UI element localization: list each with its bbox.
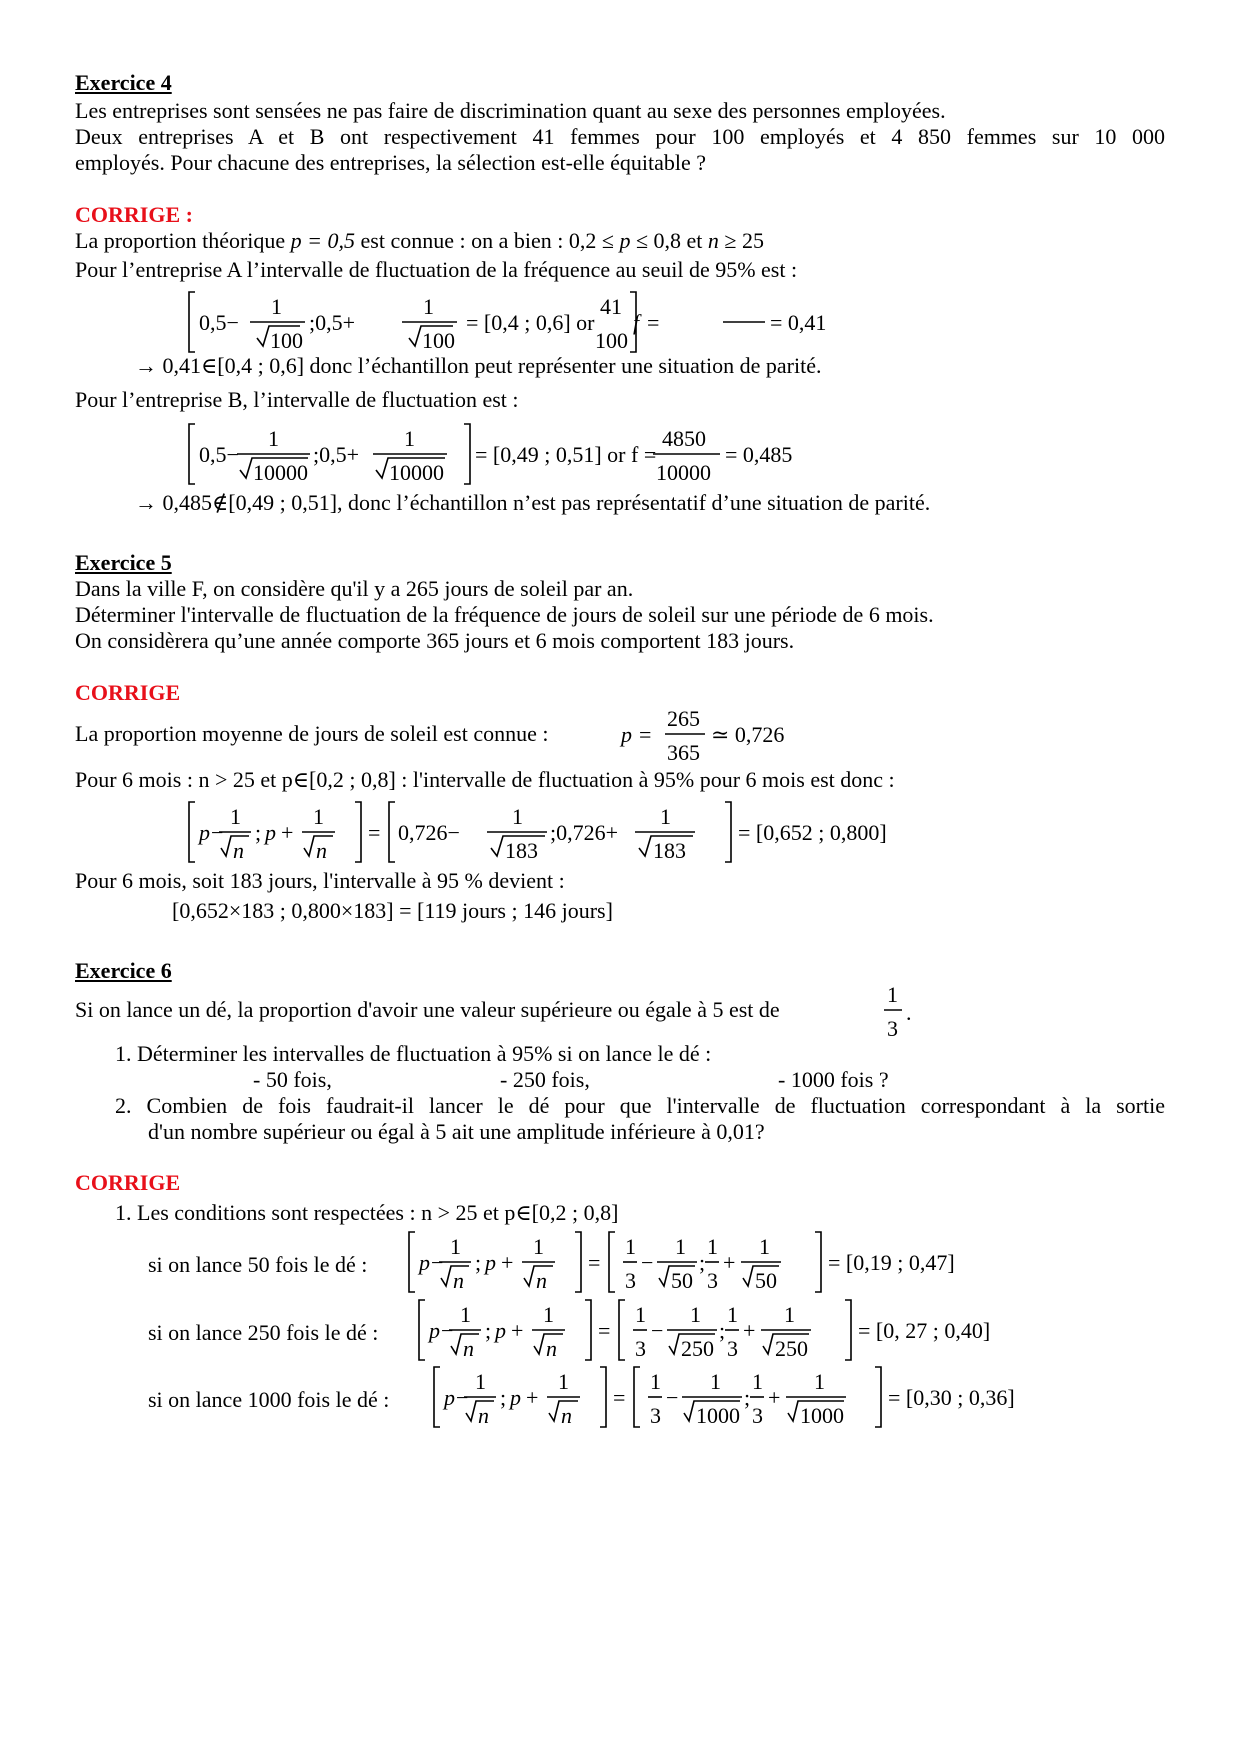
svg-text:n: n xyxy=(453,1268,464,1293)
svg-text:+: + xyxy=(501,1250,514,1275)
formula-interval-b xyxy=(185,418,805,490)
svg-text:1: 1 xyxy=(404,426,415,451)
exercise-6-corrige-50-label: si on lance 50 fois le dé : xyxy=(148,1252,368,1277)
svg-text:+: + xyxy=(281,820,294,845)
svg-text:= [0,652 ; 0,800]: = [0,652 ; 0,800] xyxy=(738,820,887,845)
svg-text:−: − xyxy=(431,1250,444,1275)
svg-text:=: = xyxy=(647,310,660,335)
svg-text:3: 3 xyxy=(707,1268,718,1293)
svg-text:1: 1 xyxy=(558,1369,569,1394)
svg-text:250: 250 xyxy=(775,1336,808,1361)
svg-text:1: 1 xyxy=(814,1369,825,1394)
svg-text:1: 1 xyxy=(543,1302,554,1327)
svg-text:1: 1 xyxy=(475,1369,486,1394)
exercise-6-corrige-1000-label: si on lance 1000 fois le dé : xyxy=(148,1387,390,1412)
svg-text:p: p xyxy=(265,820,276,845)
svg-text:n: n xyxy=(463,1336,474,1361)
svg-text:183: 183 xyxy=(653,838,686,863)
svg-text:10000: 10000 xyxy=(656,460,711,485)
svg-text:100: 100 xyxy=(270,328,303,353)
svg-text:n: n xyxy=(233,838,244,863)
svg-text:;0,5+: ;0,5+ xyxy=(313,442,360,467)
svg-text:= [0,49 ; 0,51] or f =: = [0,49 ; 0,51] or f = xyxy=(475,442,657,467)
exercise-4-corrige-line-5: → 0,485∉[0,49 ; 0,51], donc l’échantillon n’est pas représentatif d’une situation de parité. xyxy=(135,490,931,515)
exercise-5-line-1: Dans la ville F, on considère qu'il y a 265 jours de soleil par an. xyxy=(75,576,634,601)
svg-text:1: 1 xyxy=(650,1369,661,1394)
formula-interval-50 xyxy=(405,1226,965,1298)
exercise-6-question-1: 1. Déterminer les intervalles de fluctuation à 95% si on lance le dé : xyxy=(115,1041,712,1066)
svg-text:;0,726+: ;0,726+ xyxy=(550,820,619,845)
svg-text:−: − xyxy=(641,1250,654,1275)
exercise-5-line-2: Déterminer l'intervalle de fluctuation de la fréquence de jours de soleil sur une période de 6 mois. xyxy=(75,602,934,627)
svg-text:365: 365 xyxy=(667,740,700,765)
svg-text:1: 1 xyxy=(759,1234,770,1259)
svg-text:1: 1 xyxy=(784,1302,795,1327)
svg-text:−: − xyxy=(211,820,224,845)
svg-text:+: + xyxy=(526,1385,539,1410)
svg-text:0,5−: 0,5− xyxy=(199,310,239,335)
svg-text:p: p xyxy=(510,1385,521,1410)
svg-text:−: − xyxy=(441,1318,454,1343)
svg-text:n: n xyxy=(536,1268,547,1293)
svg-text:p: p xyxy=(444,1385,455,1410)
svg-text:;: ; xyxy=(475,1250,482,1275)
svg-text:41: 41 xyxy=(600,294,622,319)
svg-text:100: 100 xyxy=(595,328,628,353)
exercise-5-line-3: On considèrera qu’une année comporte 365 jours et 6 mois comportent 183 jours. xyxy=(75,628,795,653)
formula-interval-a xyxy=(185,286,827,358)
svg-text:1: 1 xyxy=(271,294,282,319)
exercise-6-corrige-line-1: 1. Les conditions sont respectées : n > 25 et p∈[0,2 ; 0,8] xyxy=(115,1200,619,1225)
exercise-6-corrige-250-label: si on lance 250 fois le dé : xyxy=(148,1320,379,1345)
formula-interval-250 xyxy=(415,1294,995,1366)
svg-text:3: 3 xyxy=(625,1268,636,1293)
formula-interval-6-months xyxy=(185,796,905,868)
svg-text:3: 3 xyxy=(752,1403,763,1428)
svg-text:;: ; xyxy=(485,1318,492,1343)
svg-text:3: 3 xyxy=(887,1016,898,1041)
svg-text:0,5−: 0,5− xyxy=(199,442,239,467)
exercise-4-corrige-line-1: La proportion théorique p = 0,5 est connue : on a bien : 0,2 ≤ p ≤ 0,8 et n ≥ 25 xyxy=(75,228,764,253)
svg-text:265: 265 xyxy=(667,706,700,731)
svg-text:+: + xyxy=(743,1318,756,1343)
svg-text:= 0,485: = 0,485 xyxy=(725,442,793,467)
svg-text:;: ; xyxy=(719,1318,726,1343)
svg-text:183: 183 xyxy=(505,838,538,863)
svg-text:3: 3 xyxy=(650,1403,661,1428)
svg-text:−: − xyxy=(666,1385,679,1410)
formula-one-third xyxy=(880,980,920,1042)
svg-text:.: . xyxy=(906,1000,912,1025)
exercise-6-question-2-line-2: d'un nombre supérieur ou égal à 5 ait une amplitude inférieure à 0,01? xyxy=(148,1119,765,1144)
svg-text:= 0,41: = 0,41 xyxy=(770,310,827,335)
svg-text:10000: 10000 xyxy=(253,460,308,485)
exercise-4-title: Exercice 4 xyxy=(75,70,172,95)
svg-text:1: 1 xyxy=(230,804,241,829)
exercise-6-question-2-line-1: 2. Combien de fois faudrait-il lancer le dé pour que l'intervalle de fluctuation correspondant à la sortie xyxy=(115,1093,1165,1118)
exercise-4-corrige-line-2: Pour l’entreprise A l’intervalle de fluctuation de la fréquence au seuil de 95% est : xyxy=(75,257,798,282)
exercise-6-title: Exercice 6 xyxy=(75,958,172,983)
svg-text:= [0,30 ; 0,36]: = [0,30 ; 0,36] xyxy=(888,1385,1015,1410)
svg-text:n: n xyxy=(561,1403,572,1428)
exercise-5-corrige-line-3: Pour 6 mois, soit 183 jours, l'intervalle à 95 % devient : xyxy=(75,868,565,893)
svg-text:p: p xyxy=(199,820,210,845)
svg-text:=: = xyxy=(368,820,381,845)
svg-text:+: + xyxy=(768,1385,781,1410)
svg-text:p: p xyxy=(419,1250,430,1275)
svg-text:1: 1 xyxy=(423,294,434,319)
svg-text:1: 1 xyxy=(710,1369,721,1394)
svg-text:1: 1 xyxy=(313,804,324,829)
svg-text:p: p xyxy=(429,1318,440,1343)
svg-text:−: − xyxy=(651,1318,664,1343)
svg-text:n: n xyxy=(478,1403,489,1428)
exercise-6-question-1-b: - 250 fois, xyxy=(500,1067,590,1092)
svg-text:;0,5+: ;0,5+ xyxy=(309,310,356,335)
svg-text:100: 100 xyxy=(422,328,455,353)
svg-text:= [0, 27 ; 0,40]: = [0, 27 ; 0,40] xyxy=(858,1318,991,1343)
svg-text:1: 1 xyxy=(752,1369,763,1394)
svg-text:10000: 10000 xyxy=(389,460,444,485)
svg-text:=: = xyxy=(639,722,652,747)
svg-text:1: 1 xyxy=(268,426,279,451)
svg-text:=: = xyxy=(613,1385,626,1410)
formula-p-value xyxy=(615,700,795,768)
exercise-6-corrige: CORRIGE xyxy=(75,1170,181,1195)
svg-text:250: 250 xyxy=(681,1336,714,1361)
svg-text:1: 1 xyxy=(625,1234,636,1259)
svg-text:;: ; xyxy=(255,820,262,845)
svg-text:50: 50 xyxy=(671,1268,693,1293)
exercise-4-line-2: Deux entreprises A et B ont respectivement 41 femmes pour 100 employés et 4 850 femmes sur 10 000 xyxy=(75,124,1165,149)
svg-text:p: p xyxy=(485,1250,496,1275)
svg-text:1: 1 xyxy=(533,1234,544,1259)
exercise-4-corrige: CORRIGE : xyxy=(75,202,193,227)
exercise-5-title: Exercice 5 xyxy=(75,550,172,575)
svg-text:1: 1 xyxy=(707,1234,718,1259)
exercise-4-corrige-line-4: Pour l’entreprise B, l’intervalle de fluctuation est : xyxy=(75,387,519,412)
svg-text:1: 1 xyxy=(460,1302,471,1327)
svg-text:+: + xyxy=(511,1318,524,1343)
exercise-4-line-3: employés. Pour chacune des entreprises, la sélection est-elle équitable ? xyxy=(75,150,707,175)
svg-text:≃ 0,726: ≃ 0,726 xyxy=(711,722,785,747)
exercise-4-line-1: Les entreprises sont sensées ne pas faire de discrimination quant au sexe des personnes employées. xyxy=(75,98,946,123)
exercise-4-corrige-line-3: → 0,41∈[0,4 ; 0,6] donc l’échantillon peut représenter une situation de parité. xyxy=(135,353,822,378)
svg-text:=: = xyxy=(598,1318,611,1343)
exercise-6-question-1-a: - 50 fois, xyxy=(253,1067,332,1092)
svg-text:n: n xyxy=(546,1336,557,1361)
svg-text:0,726−: 0,726− xyxy=(398,820,460,845)
svg-text:+: + xyxy=(723,1250,736,1275)
svg-text:1: 1 xyxy=(690,1302,701,1327)
svg-text:;: ; xyxy=(699,1250,706,1275)
svg-text:1: 1 xyxy=(512,804,523,829)
svg-text:1: 1 xyxy=(450,1234,461,1259)
exercise-5-corrige-line-1: La proportion moyenne de jours de soleil est connue : xyxy=(75,721,549,746)
svg-text:3: 3 xyxy=(635,1336,646,1361)
svg-text:50: 50 xyxy=(755,1268,777,1293)
svg-text:1: 1 xyxy=(635,1302,646,1327)
svg-text:= [0,4 ; 0,6] or: = [0,4 ; 0,6] or xyxy=(466,310,595,335)
svg-text:1: 1 xyxy=(660,804,671,829)
svg-text:1: 1 xyxy=(887,982,898,1007)
svg-text:p: p xyxy=(621,722,632,747)
svg-text:1: 1 xyxy=(675,1234,686,1259)
exercise-6-question-1-c: - 1000 fois ? xyxy=(778,1067,889,1092)
svg-text:1000: 1000 xyxy=(696,1403,740,1428)
formula-interval-1000 xyxy=(430,1361,1030,1433)
svg-text:p: p xyxy=(495,1318,506,1343)
svg-text:3: 3 xyxy=(727,1336,738,1361)
svg-text:−: − xyxy=(456,1385,469,1410)
svg-text:;: ; xyxy=(744,1385,751,1410)
exercise-5-corrige-line-4: [0,652×183 ; 0,800×183] = [119 jours ; 146 jours] xyxy=(172,898,613,923)
svg-text:f: f xyxy=(633,310,640,335)
svg-text:= [0,19 ; 0,47]: = [0,19 ; 0,47] xyxy=(828,1250,955,1275)
exercise-5-corrige-line-2: Pour 6 mois : n > 25 et p∈[0,2 ; 0,8] : l'intervalle de fluctuation à 95% pour 6 mois est donc : xyxy=(75,767,895,792)
exercise-6-line-1: Si on lance un dé, la proportion d'avoir une valeur supérieure ou égale à 5 est de xyxy=(75,997,780,1022)
svg-text:1000: 1000 xyxy=(800,1403,844,1428)
svg-text:1: 1 xyxy=(727,1302,738,1327)
svg-text:4850: 4850 xyxy=(662,426,706,451)
svg-text:n: n xyxy=(316,838,327,863)
svg-text:;: ; xyxy=(500,1385,507,1410)
svg-text:=: = xyxy=(588,1250,601,1275)
exercise-5-corrige: CORRIGE xyxy=(75,680,181,705)
